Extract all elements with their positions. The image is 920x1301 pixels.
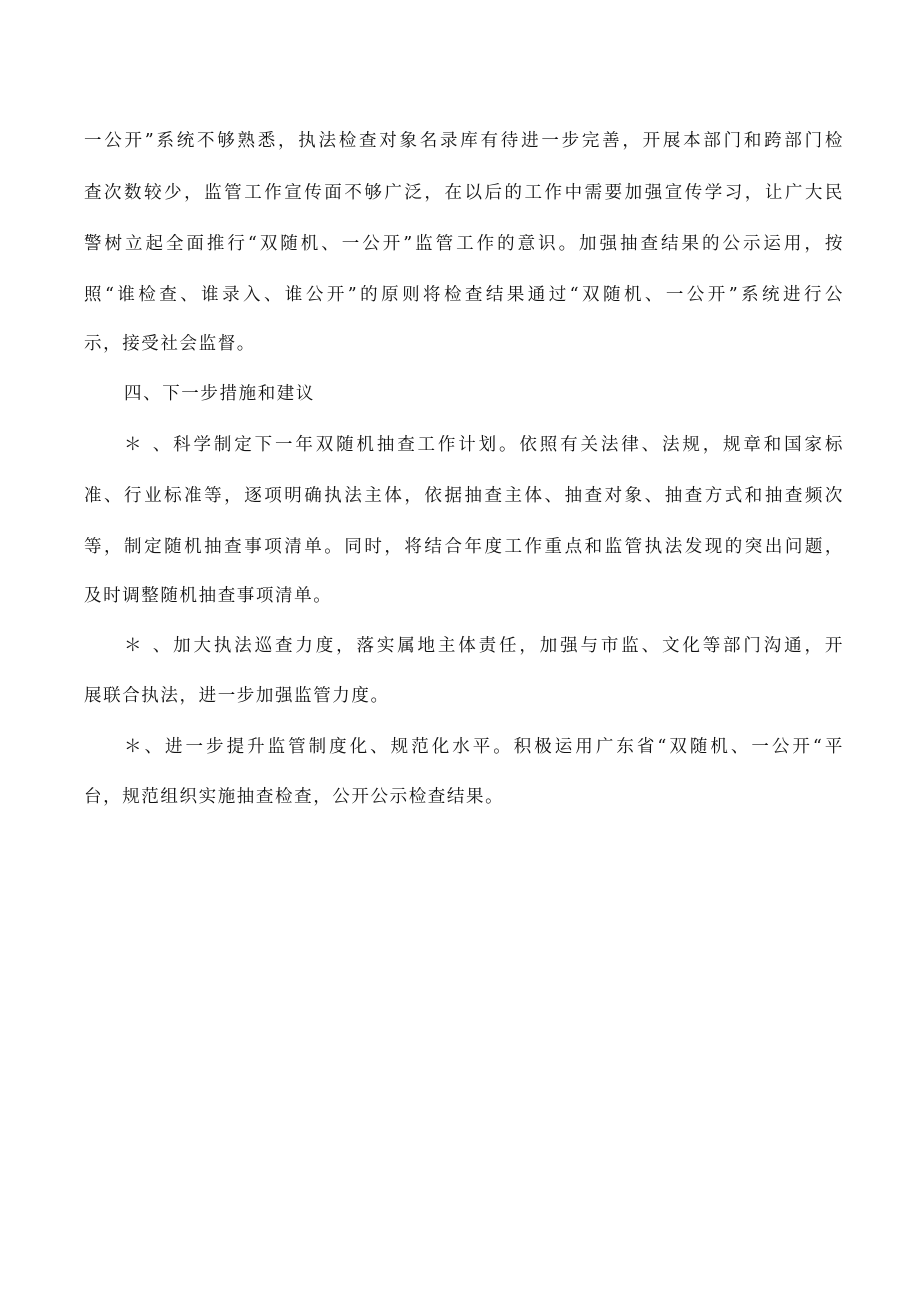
paragraph-line: 照“谁检查、谁录入、谁公开”的原则将检查结果通过“双随机、一公开”系统进行公 xyxy=(84,285,844,305)
item-line: 准、行业标准等，逐项明确执法主体，依据抽查主体、抽查对象、抽查方式和抽查频次 xyxy=(84,486,844,506)
item-line: ＊ 、加大执法巡查力度，落实属地主体责任，加强与市监、文化等部门沟通，开 xyxy=(124,636,844,656)
item-line: 等，制定随机抽查事项清单。同时，将结合年度工作重点和监管执法发现的突出问题， xyxy=(84,537,844,557)
item-line: ＊ 、科学制定下一年双随机抽查工作计划。依照有关法律、法规，规章和国家标 xyxy=(124,435,844,455)
item-line: 展联合执法，进一步加强监管力度。 xyxy=(84,686,390,706)
item-line: 及时调整随机抽查事项清单。 xyxy=(84,586,333,606)
item-line: 台，规范组织实施抽查检查，公开公示检查结果。 xyxy=(84,787,505,807)
paragraph-line: 查次数较少，监管工作宣传面不够广泛，在以后的工作中需要加强宣传学习，让广大民 xyxy=(84,183,844,203)
item-line: ＊、进一步提升监管制度化、规范化水平。积极运用广东省“双随机、一公开“平 xyxy=(124,737,844,757)
paragraph-line: 一公开”系统不够熟悉，执法检查对象名录库有待进一步完善，开展本部门和跨部门检 xyxy=(84,131,844,151)
paragraph-line: 示，接受社会监督。 xyxy=(84,334,256,354)
paragraph-line: 警树立起全面推行“双随机、一公开”监管工作的意识。加强抽查结果的公示运用，按 xyxy=(84,234,844,254)
section-heading: 四、下一步措施和建议 xyxy=(124,384,315,404)
